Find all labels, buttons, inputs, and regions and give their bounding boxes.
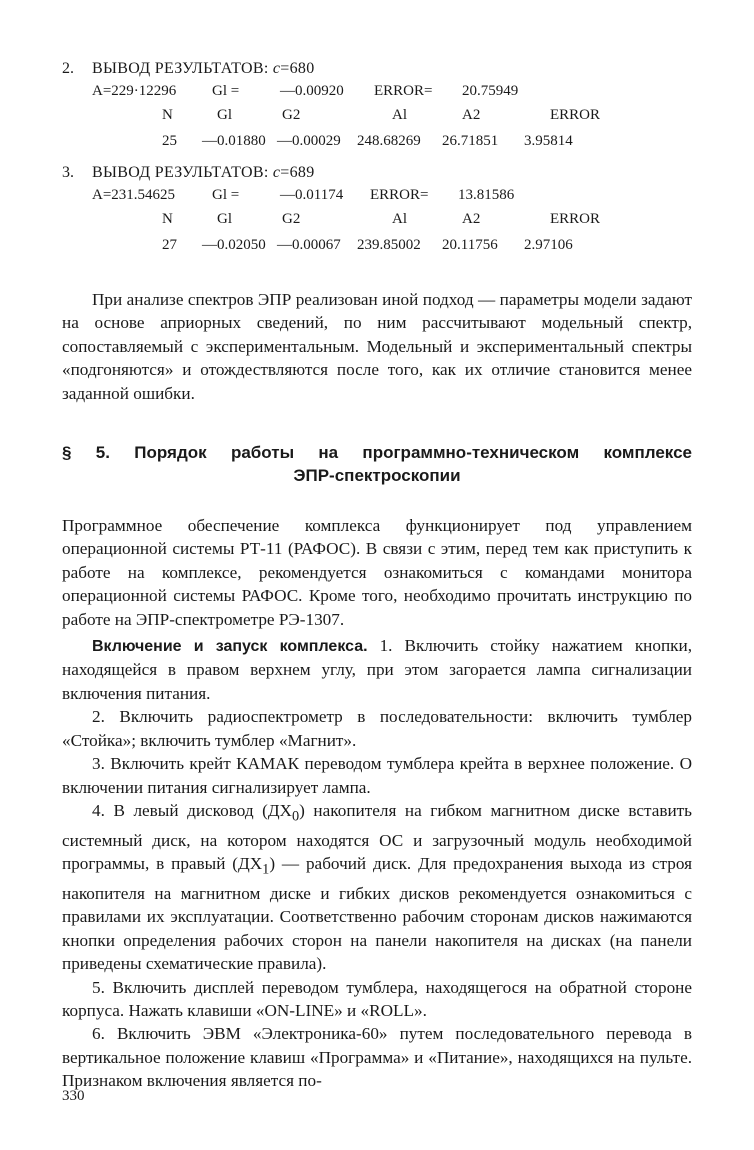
col-error: ERROR (550, 107, 601, 123)
startup-step-6: 6. Включить ЭВМ «Электроника-60» путем последовательного перевода в вертикальное положение клавиш «Программа» и «Питание», находящихся на пульте. Признаком включения является по- (62, 1024, 692, 1091)
result-heading (62, 58, 692, 80)
col-a1: Al (392, 211, 407, 227)
page (62, 58, 692, 1093)
c-label: c (272, 164, 281, 181)
result-title: ВЫВОД РЕЗУЛЬТАТОВ: (92, 164, 269, 181)
col-g2: G2 (282, 211, 301, 227)
cell-g2: —0.00029 (277, 133, 341, 149)
cell-a1: 248.68269 (357, 133, 421, 149)
a-value: A=231.54625 (92, 187, 176, 203)
startup-step-5: 5. Включить дисплей переводом тумблера, находящегося на обратной стороне корпуса. Нажать клавиши «ON-LINE» и «ROLL». (62, 977, 692, 1021)
epr-approach-paragraph: При анализе спектров ЭПР реализован иной подход — параметры модели задают на основе априорных сведений, по ним рассчитывают модельный спектр, сопоставляемый с экспериментальным. Модельный и экспериментальный спектры «подгоняются» и отождествляются после того, как их отличие становится менее заданной ошибки. (62, 290, 692, 403)
col-g1: Gl (217, 107, 232, 123)
cell-error: 3.95814 (524, 133, 573, 149)
table-row (62, 128, 692, 154)
col-a2: A2 (462, 211, 481, 227)
startup-step-4: 4. В левый дисковод $(ДХ_0)$ накопителя на гибком магнитном диске вставить системный диск, на котором находятся ОС и загрузочный модуль необходимой программы, в правый $(ДХ_1)$ — рабочий диск. Для предохранения выхода из строя накопителя на магнитном диске и гибких дисков рекомендуется ознакомиться с правилами их эксплуатации. Соответственно рабочим сторонам дисков нажимаются кнопки определения рабочих сторон на панели накопителя на дисках (на панели приведены схематические правила). (62, 800, 693, 974)
cell-n: 25 (162, 133, 177, 149)
col-a2: A2 (462, 107, 481, 123)
startup-step-1: Включение и запуск комплекса. 1. Включить стойку нажатием кнопки, находящейся в правом верхнем углу, при этом загорается лампа сигнализации включения питания. (62, 636, 692, 703)
error-label: ERROR= (374, 83, 433, 99)
cell-g1: —0.01880 (202, 133, 266, 149)
c-label: c (272, 60, 281, 77)
result-number: 2. (62, 60, 74, 77)
result-summary (62, 80, 692, 102)
startup-step-2: 2. Включить радиоспектрометр в последовательности: включить тумблер «Стойка»; включить тумблер «Магнит». (62, 707, 692, 750)
cell-n: 27 (162, 237, 177, 253)
cell-error: 2.97106 (524, 237, 573, 253)
section-heading-line2: ЭПР-спектроскопии (293, 466, 461, 486)
col-n: N (162, 211, 173, 227)
c-value: =689 (280, 164, 315, 181)
cell-a2: 26.71851 (442, 133, 499, 149)
cell-a1: 239.85002 (357, 237, 421, 253)
table-header (62, 206, 692, 232)
g-label: Gl = (212, 83, 240, 99)
c-value: =680 (280, 60, 315, 77)
error-label: ERROR= (370, 187, 429, 203)
section-heading (62, 441, 692, 487)
result-summary (62, 184, 692, 206)
col-n: N (162, 107, 173, 123)
g-label: Gl = (212, 187, 240, 203)
col-a1: Al (392, 107, 407, 123)
table-header (62, 102, 692, 128)
table-row (62, 232, 692, 258)
cell-a2: 20.11756 (442, 237, 498, 253)
cell-g2: —0.00067 (277, 237, 341, 253)
error-value: 13.81586 (458, 187, 515, 203)
software-paragraph: Программное обеспечение комплекса функционирует под управлением операционной системы РТ-11 (РАФОС). В связи с этим, перед тем как приступить к работе на комплексе, рекомендуется ознакомиться с командами монитора операционной системы РАФОС. Кроме того, необходимо прочитать инструкцию по работе на ЭПР-спектрометре РЭ-1307. (62, 516, 692, 629)
startup-lead: Включение и запуск комплекса. (92, 638, 368, 656)
g-value: —0.00920 (280, 83, 344, 99)
col-error: ERROR (550, 211, 601, 227)
page-number: 330 (62, 1088, 85, 1104)
col-g2: G2 (282, 107, 301, 123)
result-title: ВЫВОД РЕЗУЛЬТАТОВ: (92, 60, 269, 77)
result-heading (62, 162, 692, 184)
section-heading-line1: § 5. Порядок работы на программно-техническом комплексе (62, 443, 692, 463)
result-number: 3. (62, 164, 74, 181)
startup-step-3: 3. Включить крейт КАМАК переводом тумблера крейта в верхнее положение. О включении питания сигнализирует лампа. (62, 754, 692, 797)
cell-g1: —0.02050 (202, 237, 266, 253)
g-value: —0.01174 (280, 187, 344, 203)
col-g1: Gl (217, 211, 232, 227)
a-value: A=229·12296 (92, 83, 177, 99)
error-value: 20.75949 (462, 83, 519, 99)
